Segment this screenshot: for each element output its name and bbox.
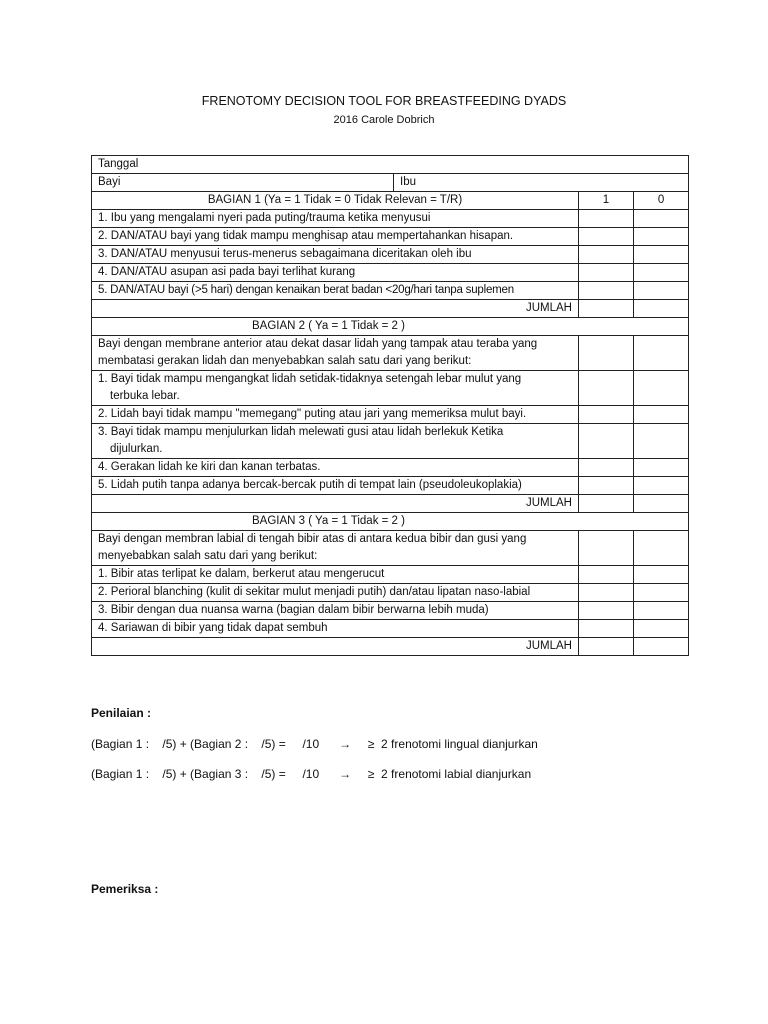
assessment-table bbox=[91, 155, 689, 656]
col-zero-header: 0 bbox=[634, 192, 689, 210]
bayi-label: Bayi bbox=[92, 174, 394, 192]
table-row bbox=[92, 282, 689, 300]
bagian1-item-1: 1. Ibu yang mengalami nyeri pada puting/trauma ketika menyusui bbox=[92, 210, 579, 228]
bagian2-item-3 bbox=[92, 424, 579, 459]
score-cell[interactable] bbox=[634, 566, 689, 584]
bagian2-item-3-line2: dijulurkan. bbox=[110, 443, 163, 455]
score-cell[interactable] bbox=[579, 620, 634, 638]
score-cell[interactable] bbox=[634, 336, 689, 371]
score-cell[interactable] bbox=[634, 406, 689, 424]
table-row bbox=[92, 264, 689, 282]
score-cell[interactable] bbox=[579, 246, 634, 264]
bagian1-jumlah-row bbox=[92, 300, 689, 318]
table-row bbox=[92, 406, 689, 424]
table-row bbox=[92, 584, 689, 602]
total-cell[interactable] bbox=[579, 638, 634, 656]
score-cell[interactable] bbox=[579, 424, 634, 459]
bagian3-heading: BAGIAN 3 ( Ya = 1 Tidak = 2 ) bbox=[92, 513, 689, 531]
row-tanggal bbox=[92, 156, 689, 174]
score-cell[interactable] bbox=[634, 210, 689, 228]
table-row bbox=[92, 336, 689, 371]
total-cell[interactable] bbox=[579, 300, 634, 318]
bagian2-item-5: 5. Lidah putih tanpa adanya bercak-bercak putih di tempat lain (pseudoleukoplakia) bbox=[92, 477, 579, 495]
score-formula-labial: (Bagian 1 : /5) + (Bagian 3 : /5) = /10 → ≥ 2 frenotomi labial dianjurkan bbox=[91, 767, 532, 781]
score-cell[interactable] bbox=[634, 371, 689, 406]
score-cell[interactable] bbox=[579, 477, 634, 495]
table-row bbox=[92, 620, 689, 638]
table-row bbox=[92, 210, 689, 228]
bagian1-item-2: 2. DAN/ATAU bayi yang tidak mampu menghisap atau mempertahankan hisapan. bbox=[92, 228, 579, 246]
score-cell[interactable] bbox=[579, 210, 634, 228]
bagian1-heading-row bbox=[92, 192, 689, 210]
score-cell[interactable] bbox=[579, 264, 634, 282]
bagian3-item-4: 4. Sariawan di bibir yang tidak dapat sembuh bbox=[92, 620, 579, 638]
table-row bbox=[92, 424, 689, 459]
score-cell[interactable] bbox=[579, 602, 634, 620]
score-cell[interactable] bbox=[634, 602, 689, 620]
col-one-header: 1 bbox=[579, 192, 634, 210]
score-cell[interactable] bbox=[579, 566, 634, 584]
bagian2-item-1-line1: 1. Bayi tidak mampu mengangkat lidah setidak-tidaknya setengah lebar mulut yang bbox=[98, 373, 522, 385]
document-title: FRENOTOMY DECISION TOOL FOR BREASTFEEDING DYADS bbox=[201, 94, 567, 108]
table-row bbox=[92, 566, 689, 584]
bagian2-item-2: 2. Lidah bayi tidak mampu "memegang" puting atau jari yang memeriksa mulut bayi. bbox=[92, 406, 579, 424]
score-cell[interactable] bbox=[634, 264, 689, 282]
bagian1-item-5: 5. DAN/ATAU bayi (>5 hari) dengan kenaikan berat badan <20g/hari tanpa suplemen bbox=[92, 282, 579, 300]
score-cell[interactable] bbox=[579, 531, 634, 566]
bagian3-intro: Bayi dengan membran labial di tengah bibir atas di antara kedua bibir dan gusi yang menyebabkan salah satu dari yang berikut: bbox=[92, 531, 579, 566]
bagian3-jumlah-row bbox=[92, 638, 689, 656]
bagian2-heading: BAGIAN 2 ( Ya = 1 Tidak = 2 ) bbox=[92, 318, 689, 336]
tanggal-label: Tanggal bbox=[92, 156, 689, 174]
bagian3-item-1: 1. Bibir atas terlipat ke dalam, berkerut atau mengerucut bbox=[92, 566, 579, 584]
score-cell[interactable] bbox=[634, 584, 689, 602]
table-row bbox=[92, 246, 689, 264]
bagian2-item-1 bbox=[92, 371, 579, 406]
bagian1-item-4: 4. DAN/ATAU asupan asi pada bayi terlihat kurang bbox=[92, 264, 579, 282]
bagian3-item-2: 2. Perioral blanching (kulit di sekitar mulut menjadi putih) dan/atau lipatan naso-labial bbox=[92, 584, 579, 602]
bagian3-item-3: 3. Bibir dengan dua nuansa warna (bagian dalam bibir berwarna lebih muda) bbox=[92, 602, 579, 620]
ibu-label: Ibu bbox=[394, 174, 689, 192]
bagian2-jumlah-label: JUMLAH bbox=[92, 495, 579, 513]
pemeriksa-label: Pemeriksa : bbox=[91, 882, 159, 896]
table-row bbox=[92, 602, 689, 620]
score-cell[interactable] bbox=[579, 228, 634, 246]
table-row bbox=[92, 459, 689, 477]
bagian1-heading-label: BAGIAN 1 bbox=[207, 194, 261, 206]
bagian2-item-3-line1: 3. Bayi tidak mampu menjulurkan lidah melewati gusi atau lidah berlekuk Ketika bbox=[98, 426, 504, 438]
score-cell[interactable] bbox=[579, 282, 634, 300]
table-row bbox=[92, 228, 689, 246]
bagian1-heading-scale: (Ya = 1 Tidak = 0 Tidak Relevan = T/R) bbox=[260, 194, 463, 206]
table-row bbox=[92, 371, 689, 406]
score-cell[interactable] bbox=[579, 371, 634, 406]
score-cell[interactable] bbox=[579, 459, 634, 477]
total-cell[interactable] bbox=[579, 495, 634, 513]
total-cell[interactable] bbox=[634, 495, 689, 513]
score-cell[interactable] bbox=[579, 336, 634, 371]
score-cell[interactable] bbox=[634, 531, 689, 566]
bagian2-item-4: 4. Gerakan lidah ke kiri dan kanan terbatas. bbox=[92, 459, 579, 477]
score-cell[interactable] bbox=[634, 282, 689, 300]
bagian2-jumlah-row bbox=[92, 495, 689, 513]
score-cell[interactable] bbox=[634, 424, 689, 459]
bagian1-item-3: 3. DAN/ATAU menyusui terus-menerus sebagaimana diceritakan oleh ibu bbox=[92, 246, 579, 264]
score-cell[interactable] bbox=[579, 584, 634, 602]
bagian1-heading bbox=[92, 192, 579, 210]
score-formula-lingual: (Bagian 1 : /5) + (Bagian 2 : /5) = /10 → ≥ 2 frenotomi lingual dianjurkan bbox=[91, 737, 538, 751]
bagian2-heading-row bbox=[92, 318, 689, 336]
bagian2-item-1-line2: terbuka lebar. bbox=[110, 390, 180, 402]
penilaian-label: Penilaian : bbox=[91, 706, 152, 720]
total-cell[interactable] bbox=[634, 638, 689, 656]
row-bayi-ibu bbox=[92, 174, 689, 192]
bagian3-jumlah-label: JUMLAH bbox=[92, 638, 579, 656]
bagian2-intro: Bayi dengan membrane anterior atau dekat dasar lidah yang tampak atau teraba yang membatasi gerakan lidah dan menyebabkan salah satu dari yang berikut: bbox=[92, 336, 579, 371]
score-cell[interactable] bbox=[579, 406, 634, 424]
bagian3-heading-row bbox=[92, 513, 689, 531]
table-row bbox=[92, 477, 689, 495]
score-cell[interactable] bbox=[634, 246, 689, 264]
score-cell[interactable] bbox=[634, 459, 689, 477]
table-row bbox=[92, 531, 689, 566]
document-subtitle: 2016 Carole Dobrich bbox=[333, 114, 435, 126]
score-cell[interactable] bbox=[634, 620, 689, 638]
score-cell[interactable] bbox=[634, 477, 689, 495]
total-cell[interactable] bbox=[634, 300, 689, 318]
score-cell[interactable] bbox=[634, 228, 689, 246]
bagian1-jumlah-label: JUMLAH bbox=[92, 300, 579, 318]
